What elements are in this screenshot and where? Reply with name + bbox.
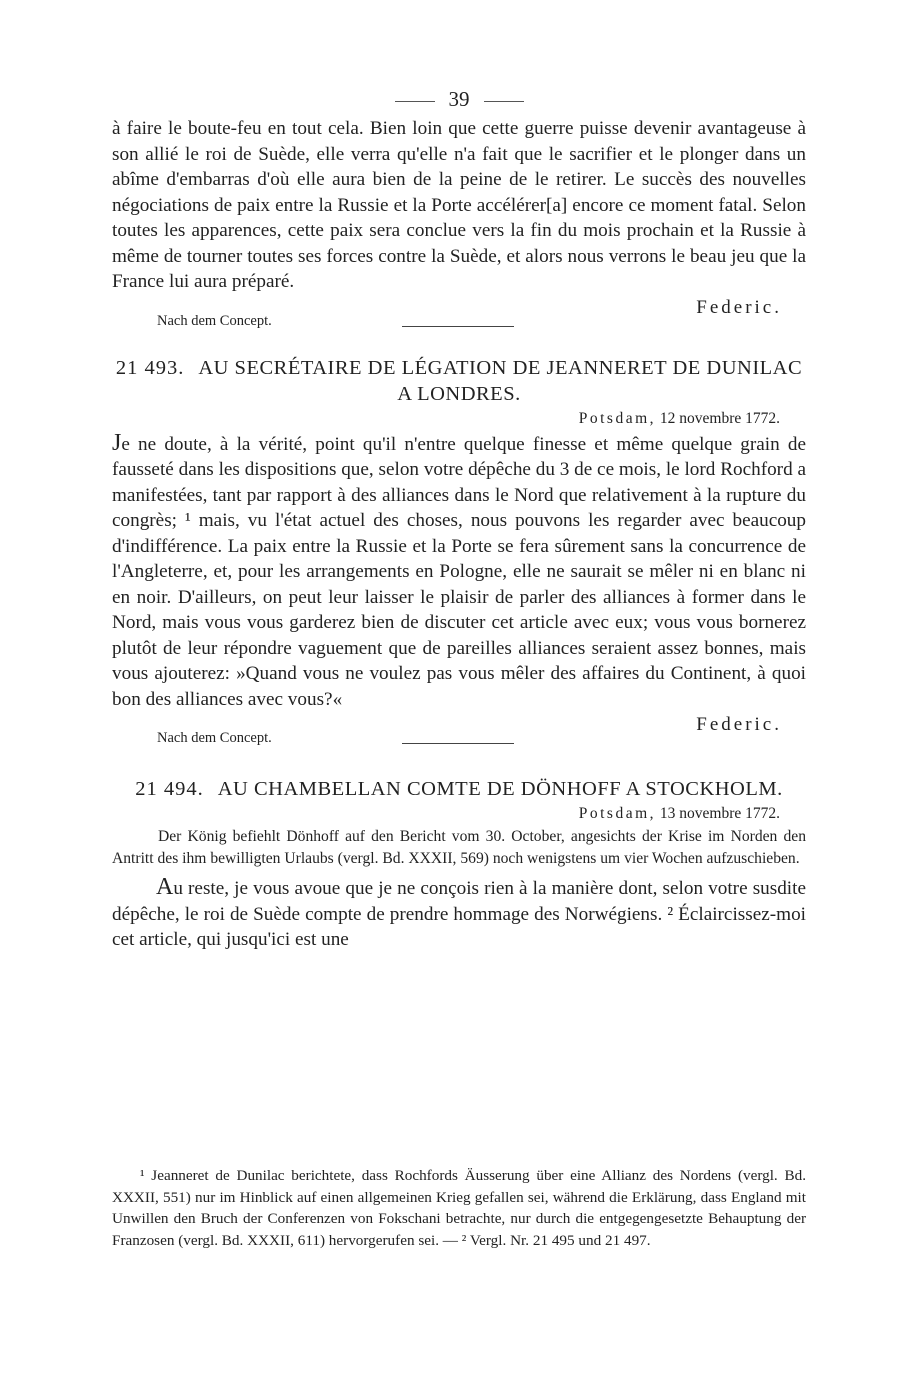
letter1-dateline [112,407,780,431]
page-number: 39 [448,87,470,111]
intro-closing [112,295,806,335]
letter1-closing [112,712,806,752]
letter1-heading [112,355,806,407]
intro-paragraph: à faire le boute-feu en tout cela. Bien loin que cette guerre puisse devenir avantageuse à son allié le roi de Suède, elle verra qu'elle n'a fait que le sacrifier et le plonger dans un abîme d'embarras d'où elle aura bien de la peine de le retirer. Le succès des nouvelles négociations de paix entre la Russie et la Porte accélérer[a] encore ce moment fatal. Selon toutes les apparences, cette paix sera conclue vers la fin du mois prochain et la Russie à même de tourner toutes ses forces contre la Suède, et alors nous verrons le beau jeu que la France lui aura préparé. [112,118,806,292]
letter2-recipient: AU CHAMBELLAN COMTE DE DÖNHOFF A STOCKHOLM. [217,778,783,800]
letter1-number: 21 493. [115,356,185,379]
letter1-place: Potsdam, [578,409,657,427]
letter2-text: u reste, je vous avoue que je ne conçois rien à la manière dont, selon votre susdite dépêche, le roi de Suède compte de prendre hommage des Norwégiens. ² Éclaircissez-moi cet article, qui jusqu'ici est une [112,878,806,950]
letter2-body [112,875,806,953]
letter1-signature: Federic. [696,714,782,735]
letter1-source-note: Nach dem Concept. [157,730,272,746]
letter2-date: 13 novembre 1772. [659,805,780,822]
footnote: ¹ Jeanneret de Dunilac berichtete, dass Rochfords Äusserung über eine Allianz des Nordens (vergl. Bd. XXXII, 551) nur im Hinblick auf einen allgemeinen Krieg gefallen sei, während die Erklärung, dass England mit Unwillen den Bruch der Conferenzen von Fokschani betrachte, nur durch die entgegengesetzte Behauptung der Franzosen (vergl. Bd. XXXII, 611) hervorgerufen sei. — ² Vergl. Nr. 21 495 und 21 497. [112,1167,806,1249]
footnotes [112,1165,806,1251]
letter1-date: 12 novembre 1772. [659,409,780,427]
letter1-dropcap: J [112,429,122,456]
letter2-number: 21 494. [135,778,204,800]
letter2-heading [112,776,806,802]
intro-source-note: Nach dem Concept. [157,312,272,329]
section-divider [402,326,514,327]
intro-signature: Federic. [696,296,782,318]
header-dash-left [395,101,435,102]
letter1-recipient: AU SECRÉTAIRE DE LÉGATION DE JEANNERET DE DUNILAC A LONDRES. [198,356,803,405]
letter2-place: Potsdam, [578,805,657,822]
page-header [112,86,806,116]
letter2-dateline [112,802,780,826]
section-divider [402,743,514,744]
letter2-dropcap: A [156,874,174,900]
page-content [112,86,806,953]
letter2-summary: Der König befiehlt Dönhoff auf den Bericht vom 30. October, angesichts der Krise im Norden den Antritt des ihm bewilligten Urlaubs (vergl. Bd. XXXII, 569) noch wenigstens um vier Wochen aufzuschieben. [112,828,806,867]
header-dash-right [484,101,524,102]
letter1-body [112,431,806,713]
letter1-text: e ne doute, à la vérité, point qu'il n'entre quelque finesse et même quelque grain de fausseté dans les dispositions que, selon votre dépêche du 3 de ce mois, le lord Rochford a manifestées, tant par rapport à des alliances dans le Nord que relativement à la rupture du congrès; ¹ mais, vu l'état actuel des choses, nous pouvons les regarder avec beaucoup d'indifférence. La paix entre la Russie et la Porte se fera sûrement sans la concurrence de l'Angleterre, et, pour les arrangements en Pologne, elle ne saurait se mêler ni en blanc ni en noir. D'ailleurs, on peut leur laisser le plaisir de parler des alliances à former dans le Nord, mais vous vous garderez bien de discuter cet article avec eux; vous vous bornerez plutôt de leur répondre vaguement que de pareilles alliances seraient assez bonnes, mais vous ajouterez: »Quand vous ne voulez pas vous mêler des affaires du Continent, à quoi bon des alliances avec vous?« [112,433,806,710]
